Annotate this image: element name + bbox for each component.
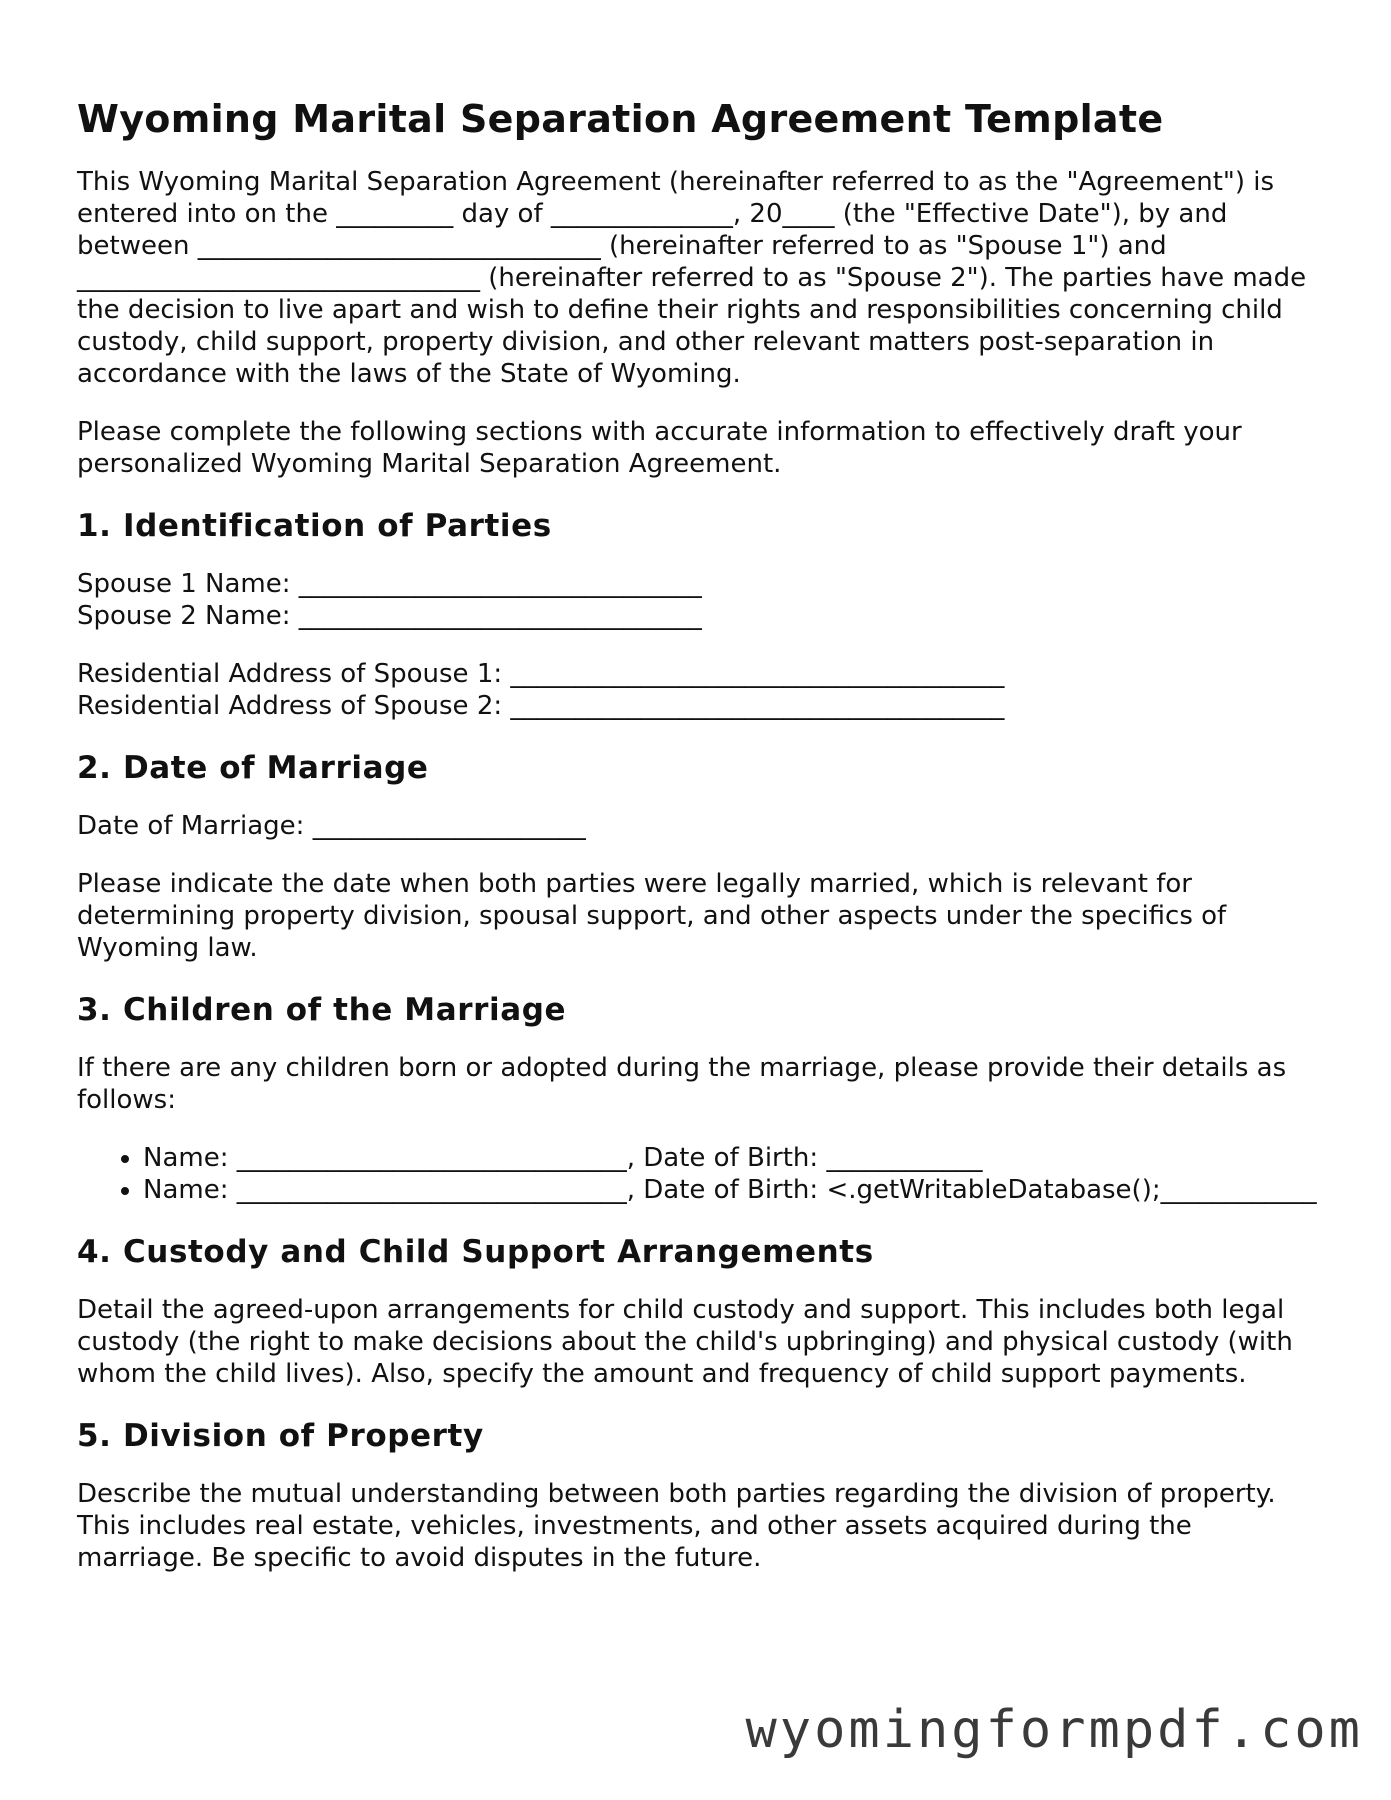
- section-heading-custody: 4. Custody and Child Support Arrangements: [77, 1234, 874, 1270]
- custody-text: Detail the agreed-upon arrangements for child custody and support. This includes both legal custody (the right to make decisions about the child's upbringing) and physical custody (with whom the child lives). Also, specify the amount and frequency of child support payments.: [77, 1295, 1293, 1389]
- section-heading-children: 3. Children of the Marriage: [77, 992, 567, 1028]
- date-of-marriage-field: Date of Marriage: _____________________: [77, 811, 586, 841]
- spouse2-address-field: Residential Address of Spouse 2: ______________________________________: [77, 691, 1005, 721]
- intro-paragraph: This Wyoming Marital Separation Agreement (hereinafter referred to as the "Agreement") is entered into on the _________ day of ______________, 20____ (the "Effective Date"), by and between _______________________________ (hereinafter referred to as "Spouse 1") and _______________________________ (hereinafter referred to as "Spouse 2"). The parties have made the decision to live apart and wish to define their rights and responsibilities concerning child custody, child support, property division, and other relevant matters post-separation in accordance with the laws of the State of Wyoming.: [77, 167, 1307, 389]
- date-of-marriage-text: Please indicate the date when both parties were legally married, which is relevant for determining property division, spousal support, and other aspects under the specifics of Wyoming law.: [77, 869, 1227, 963]
- spouse1-address-field: Residential Address of Spouse 1: ______________________________________: [77, 659, 1005, 689]
- document-page: [77, 92, 1322, 1600]
- watermark: wyomingformpdf.com: [745, 1700, 1363, 1760]
- child-item: • Name: ______________________________, Date of Birth: <.getWritableDatabase();____________: [143, 1174, 1322, 1206]
- section-heading-property: 5. Division of Property: [77, 1418, 484, 1454]
- document-title: Wyoming Marital Separation Agreement Template: [77, 97, 1164, 141]
- property-text: Describe the mutual understanding between both parties regarding the division of property. This includes real estate, vehicles, investments, and other assets acquired during the marriage. Be specific to avoid disputes in the future.: [77, 1479, 1276, 1573]
- spouse2-name-field: Spouse 2 Name: _______________________________: [77, 601, 702, 631]
- spouse1-name-field: Spouse 1 Name: _______________________________: [77, 569, 702, 599]
- children-list: [77, 1142, 1322, 1206]
- section-heading-identification: 1. Identification of Parties: [77, 508, 552, 544]
- section-heading-date-of-marriage: 2. Date of Marriage: [77, 750, 429, 786]
- spouse-addresses-group: [77, 658, 1322, 722]
- spouse-names-group: [77, 568, 1322, 632]
- instructions-paragraph: Please complete the following sections with accurate information to effectively draft your personalized Wyoming Marital Separation Agreement.: [77, 417, 1242, 479]
- children-text: If there are any children born or adopted during the marriage, please provide their details as follows:: [77, 1053, 1287, 1115]
- child-item: • Name: ______________________________, Date of Birth: ____________: [143, 1142, 1322, 1174]
